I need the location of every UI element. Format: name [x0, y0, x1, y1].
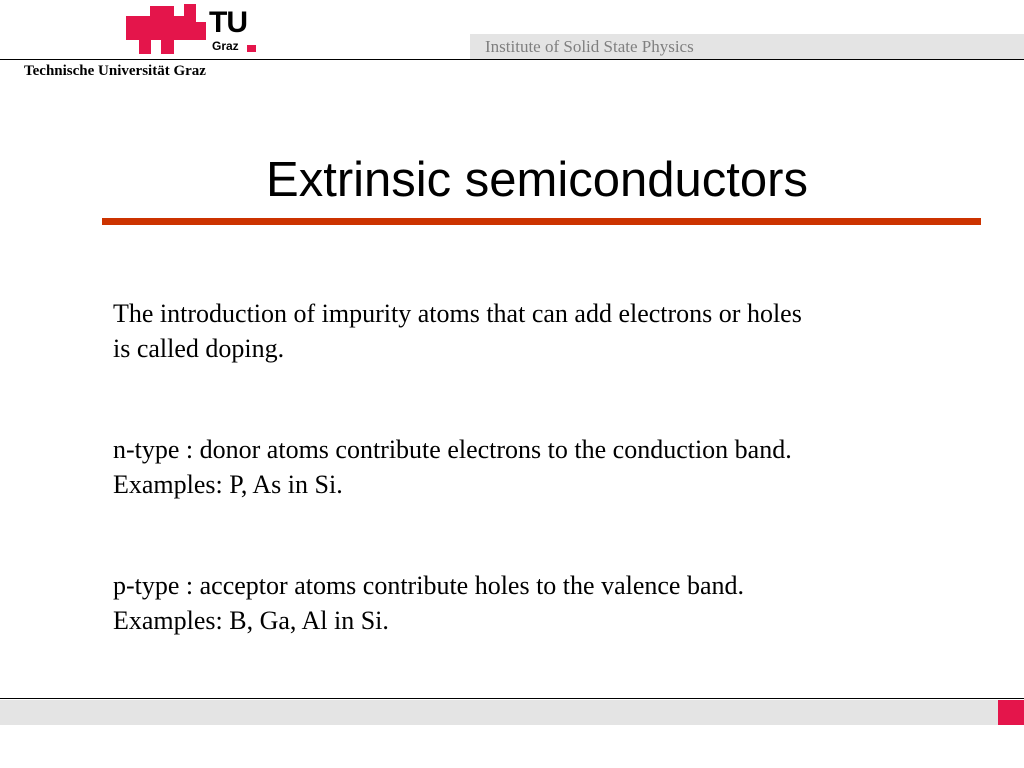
paragraph-line: Examples: P, As in Si.	[113, 470, 343, 499]
paragraph-line: is called doping.	[113, 334, 285, 363]
footer-divider	[0, 698, 1024, 699]
logo-accent-square	[247, 45, 256, 52]
logo-square	[161, 40, 174, 54]
paragraph-n-type	[113, 432, 933, 502]
paragraph-p-type	[113, 568, 933, 638]
paragraph-doping	[113, 296, 933, 366]
logo-tu-text: TU	[209, 6, 247, 39]
logo-square	[184, 4, 196, 16]
paragraph-line: p-type : acceptor atoms contribute holes to the valence band.	[113, 571, 744, 600]
logo-square	[195, 22, 206, 40]
footer-band	[0, 700, 998, 725]
footer-accent	[998, 700, 1024, 725]
university-name: Technische Universität Graz	[24, 63, 206, 79]
logo-graz-text: Graz	[212, 39, 239, 53]
title-underline	[102, 218, 981, 225]
logo-square	[150, 6, 174, 40]
slide-title: Extrinsic semiconductors	[266, 153, 808, 207]
tu-graz-logo	[126, 4, 262, 56]
header-divider	[0, 59, 1024, 60]
paragraph-line: The introduction of impurity atoms that can add electrons or holes	[113, 299, 802, 328]
paragraph-line: n-type : donor atoms contribute electrons to the conduction band.	[113, 435, 792, 464]
logo-square	[172, 16, 196, 40]
institute-name: Institute of Solid State Physics	[485, 37, 694, 56]
paragraph-line: Examples: B, Ga, Al in Si.	[113, 606, 389, 635]
